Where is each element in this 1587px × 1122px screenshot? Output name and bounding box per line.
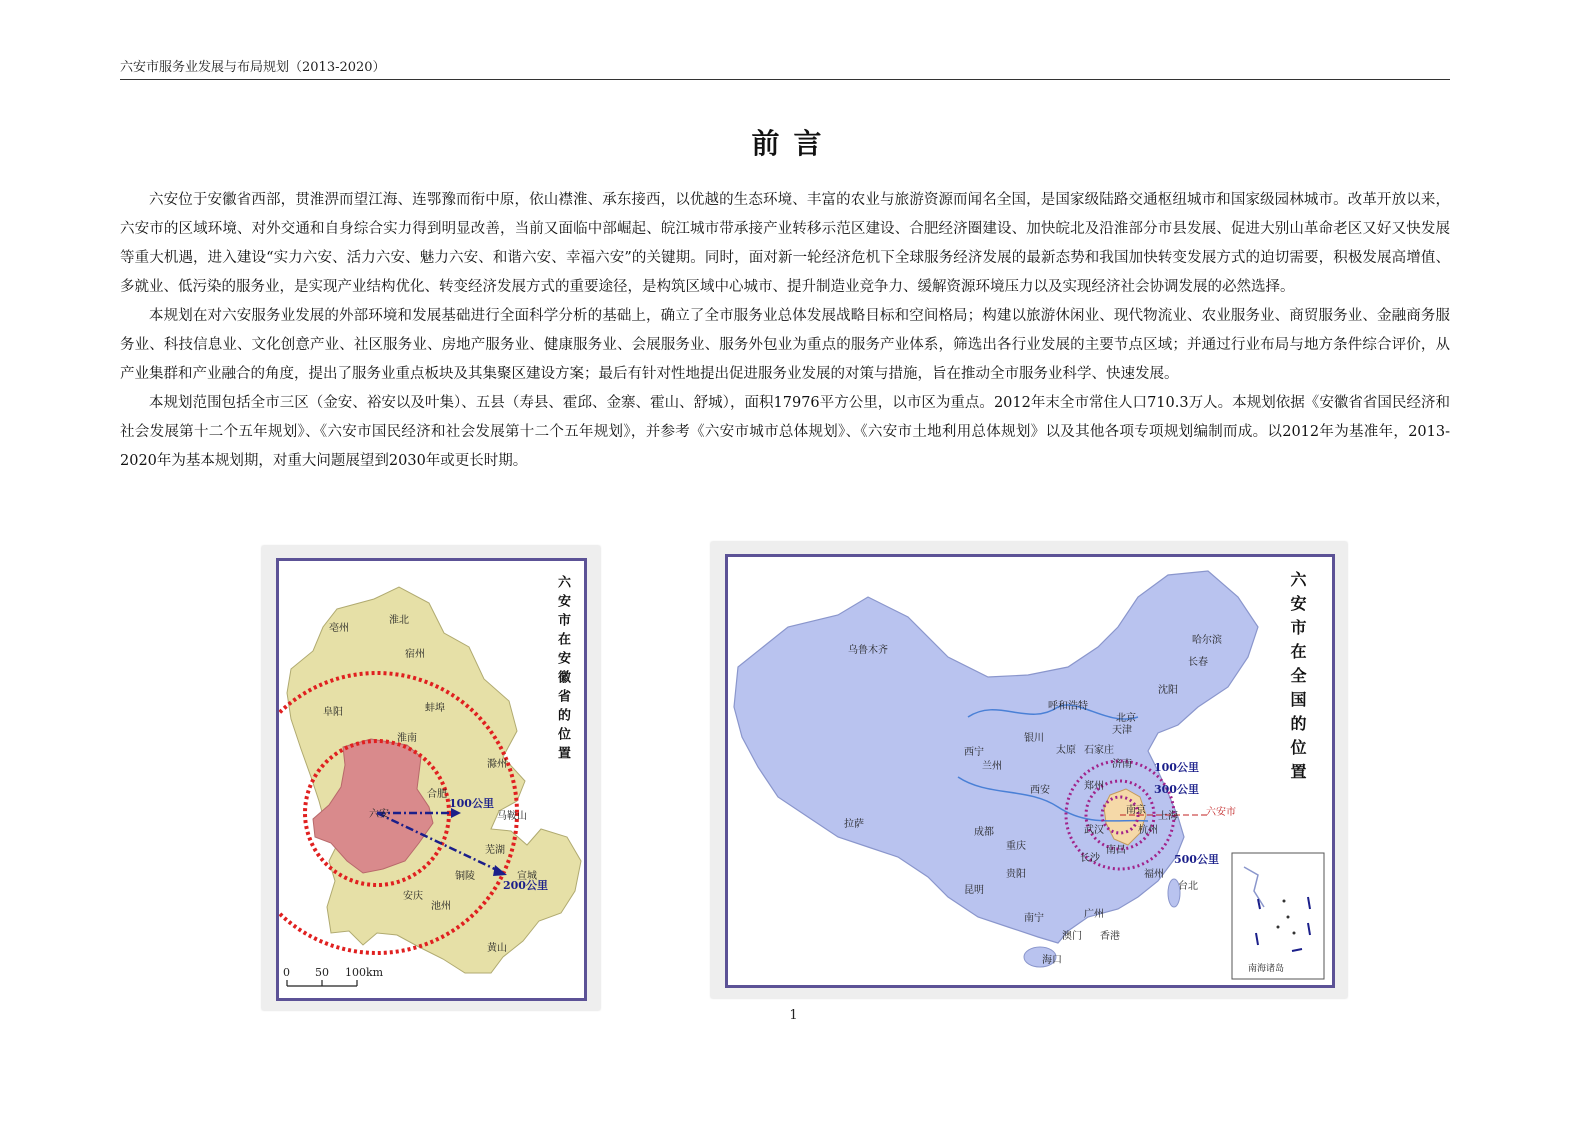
scale-bar — [283, 966, 384, 986]
map-label-huangshan: 黄山 — [487, 943, 507, 954]
scale-tick-0: 0 — [283, 966, 290, 979]
map-label-guiyang: 贵阳 — [1006, 869, 1026, 880]
distance-label-200km: 200公里 — [503, 879, 548, 892]
south-china-sea-inset — [1232, 853, 1324, 979]
map-label-zhengzhou: 郑州 — [1084, 781, 1104, 792]
map-label-yinchuan: 银川 — [1024, 733, 1044, 744]
map-label-nanning: 南宁 — [1024, 913, 1044, 924]
map-label-changsha: 长沙 — [1080, 853, 1100, 864]
map-label-wuhan: 武汉 — [1084, 825, 1104, 836]
map-label-taiyuan: 太原 — [1056, 745, 1076, 756]
paragraph-2: 本规划在对六安服务业发展的外部环境和发展基础进行全面科学分析的基础上，确立了全市服务业总体发展战略目标和空间格局；构建以旅游休闲业、现代物流业、农业服务业、商贸服务业、金融商务服务业、科技信息业、文化创意产业、社区服务业、房地产服务业、健康服务业、会展服务业、服务外包业为重点的服务产业体系，筛选出各行业发展的主要节点区域；并通过行业布局与地方条件综合评价，从产业集群和产业融合的角度，提出了服务业重点板块及其集聚区建设方案；最后有针对性地提出促进服务业发展的对策与措施，旨在推动全市服务业科学、快速发展。 — [120, 308, 1450, 382]
map-label-hangzhou: 杭州 — [1138, 825, 1158, 836]
distance-label-500km: 500公里 — [1174, 853, 1219, 866]
map-label-hongkong: 香港 — [1100, 931, 1120, 942]
map-label-tongling: 铜陵 — [455, 871, 475, 882]
distance-label-100km: 100公里 — [449, 797, 494, 810]
map-label-suzhou: 宿州 — [405, 649, 425, 660]
map-label-lanzhou: 兰州 — [982, 761, 1002, 772]
map-label-hohhot: 呼和浩特 — [1048, 701, 1088, 712]
map-label-jinan: 济南 — [1112, 759, 1132, 770]
map-label-fuzhou: 福州 — [1144, 869, 1164, 880]
map-label-macau: 澳门 — [1062, 931, 1082, 942]
map-label-harbin: 哈尔滨 — [1192, 635, 1222, 646]
china-map — [728, 557, 1332, 985]
scale-tick-100km: 100km — [345, 966, 384, 979]
map-label-hefei: 合肥 — [427, 789, 447, 800]
map-label-lhasa: 拉萨 — [844, 819, 864, 830]
map-label-huainan: 淮南 — [397, 733, 417, 744]
anhui-figure-title: 六安市在安徽省的位置 — [555, 575, 570, 765]
map-label-wuhu: 芜湖 — [485, 845, 505, 856]
map-label-shenyang: 沈阳 — [1158, 685, 1178, 696]
page-title: 前言 — [751, 127, 836, 160]
map-label-bozhou: 亳州 — [329, 623, 349, 634]
map-label-chongqing: 重庆 — [1006, 841, 1026, 852]
map-label-bengbu: 蚌埠 — [425, 703, 445, 714]
map-label-taipei: 台北 — [1178, 881, 1198, 892]
map-label-huaibei: 淮北 — [389, 615, 409, 626]
map-label-tianjin: 天津 — [1112, 725, 1132, 736]
running-header: 六安市服务业发展与布局规划（2013-2020） — [120, 56, 1450, 80]
map-label-urumqi: 乌鲁木齐 — [848, 645, 888, 656]
distance-label-300km: 300公里 — [1154, 783, 1199, 796]
map-label-nanjing: 南京 — [1126, 805, 1146, 816]
anhui-province-shape — [287, 587, 581, 973]
map-label-haikou: 海口 — [1042, 955, 1062, 966]
map-label-anqing: 安庆 — [403, 891, 423, 902]
map-label-changchun: 长春 — [1188, 657, 1208, 668]
map-label-chizhou: 池州 — [431, 901, 451, 912]
inset-label: 南海诸岛 — [1248, 964, 1285, 974]
china-map-frame — [725, 554, 1335, 988]
map-label-shanghai: 上海 — [1158, 811, 1178, 822]
map-label-fuyang: 阜阳 — [323, 707, 343, 718]
china-figure-title: 六安市在全国的位置 — [1288, 571, 1307, 787]
anhui-map — [279, 561, 584, 998]
map-label-kunming: 昆明 — [964, 885, 984, 896]
distance-label-100km: 100公里 — [1154, 761, 1199, 774]
map-label-guangzhou: 广州 — [1084, 909, 1104, 920]
map-label-chuzhou: 滁州 — [487, 759, 507, 770]
anhui-location-figure — [262, 546, 600, 1010]
map-label-xuancheng: 宣城 — [517, 871, 537, 882]
map-label-nanchang: 南昌 — [1106, 845, 1126, 856]
preface-body — [120, 186, 1450, 476]
map-label-beijing: 北京 — [1116, 713, 1136, 724]
paragraph-1: 六安位于安徽省西部，贯淮淠而望江海、连鄂豫而衔中原，依山襟淮、承东接西，以优越的生态环境、丰富的农业与旅游资源而闻名全国，是国家级陆路交通枢纽城市和国家级园林城市。改革开放以来，六安市的区域环境、对外交通和自身综合实力得到明显改善，当前又面临中部崛起、皖江城市带承接产业转移示范区建设、合肥经济圈建设、加快皖北及沿淮部分市县发展、促进大别山革命老区又好又快发展等重大机遇，进入建设“实力六安、活力六安、魅力六安、和谐六安、幸福六安”的关键期。同时，面对新一轮经济危机下全球服务经济发展的最新态势和我国加快转变发展方式的迫切需要，积极发展高增值、多就业、低污染的服务业，是实现产业结构优化、转变经济发展方式的重要途径，是构筑区域中心城市、提升制造业竞争力、缓解资源环境压力以及实现经济社会协调发展的必然选择。 — [120, 192, 1450, 295]
map-label-chengdu: 成都 — [974, 827, 994, 838]
map-label-luan: 六安 — [369, 809, 389, 820]
page-number: 1 — [789, 1008, 798, 1023]
anhui-map-frame — [276, 558, 587, 1001]
scale-tick-50: 50 — [315, 966, 329, 979]
paragraph-3: 本规划范围包括全市三区（金安、裕安以及叶集）、五县（寿县、霍邱、金寨、霍山、舒城），面积17976平方公里，以市区为重点。2012年末全市常住人口710.3万人。本规划依据《安徽省省国民经济和社会发展第十二个五年规划》、《六安市国民经济和社会发展第十二个五年规划》，并参考《六安市城市总体规划》、《六安市土地利用总体规划》以及其他各项专项规划编制而成。以2012年为基准年，2013-2020年为基本规划期，对重大问题展望到2030年或更长时期。 — [120, 395, 1450, 469]
map-label-xian: 西安 — [1030, 785, 1050, 796]
map-label-shijiazhuang: 石家庄 — [1084, 745, 1114, 756]
luan-highlight-label: 六安市 — [1206, 807, 1236, 818]
map-label-xining: 西宁 — [964, 747, 984, 758]
map-label-maanshan: 马鞍山 — [497, 811, 527, 822]
china-location-figure — [711, 542, 1347, 998]
